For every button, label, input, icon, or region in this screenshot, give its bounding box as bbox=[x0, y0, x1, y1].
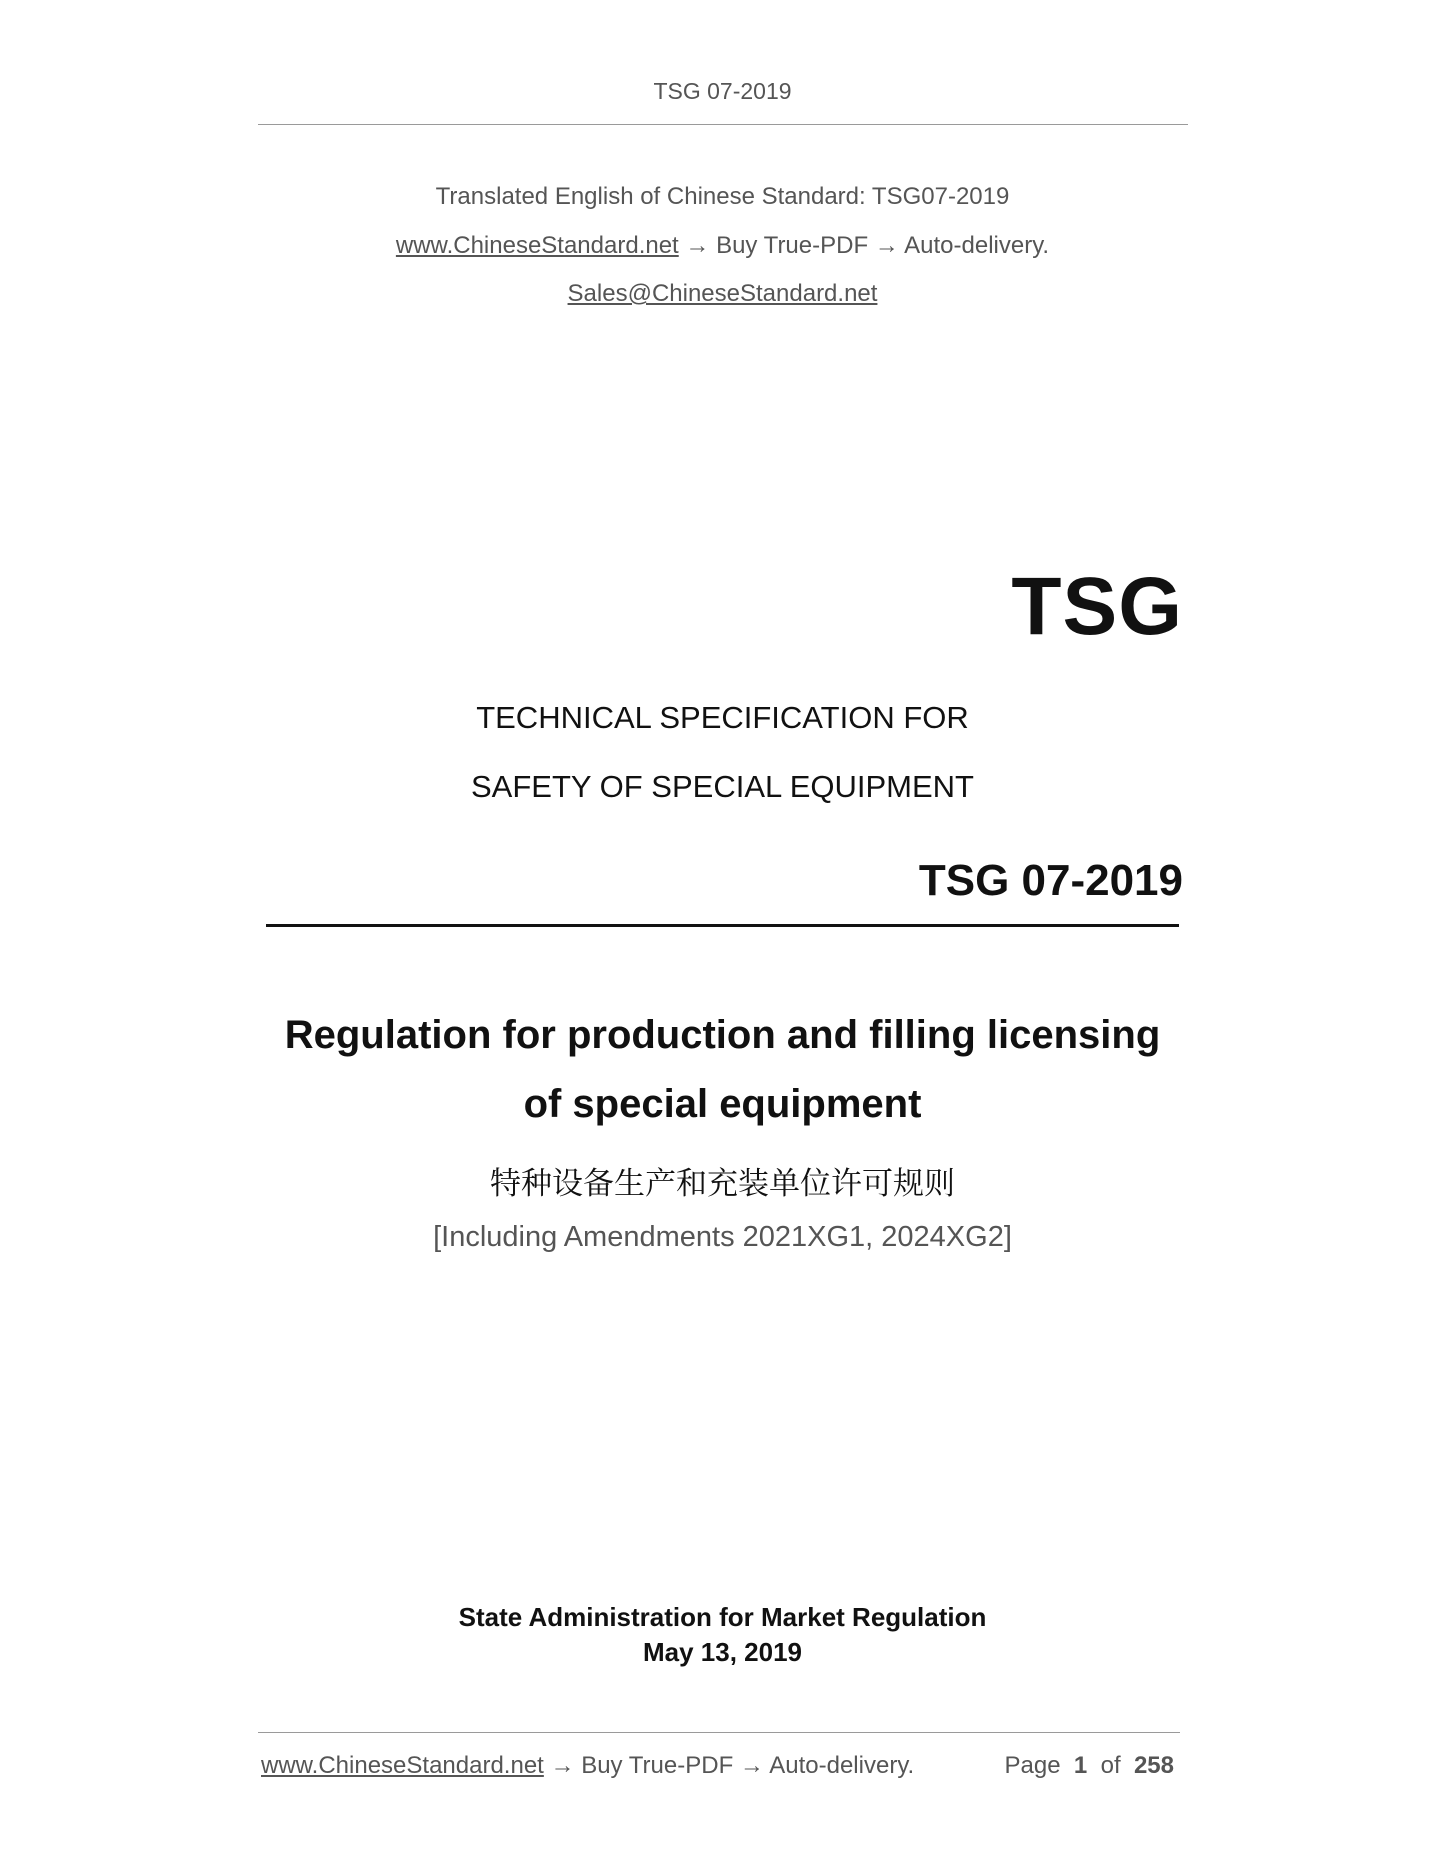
buy-true-pdf-text: Buy True-PDF bbox=[716, 232, 869, 259]
total-pages: 258 bbox=[1133, 1752, 1174, 1779]
footer-left bbox=[261, 1752, 914, 1780]
arrow-right-icon: → bbox=[739, 1752, 764, 1779]
standard-number: TSG 07-2019 bbox=[918, 856, 1183, 905]
email-link[interactable]: Sales@ChineseStandard.net bbox=[567, 280, 878, 307]
document-title-line-2: of special equipment bbox=[523, 1082, 922, 1126]
brand-mark: TSG bbox=[1011, 561, 1183, 652]
document-title-line-1: Regulation for production and filling licensing bbox=[284, 1013, 1161, 1057]
issuer-name: State Administration for Market Regulation bbox=[458, 1602, 987, 1632]
header-doc-code: TSG 07-2019 bbox=[653, 78, 792, 104]
footer-divider bbox=[258, 1732, 1180, 1733]
spec-heading-line-1: TECHNICAL SPECIFICATION FOR bbox=[476, 700, 969, 735]
footer-buy-text: Buy True-PDF bbox=[581, 1752, 734, 1779]
auto-delivery-text: Auto-delivery. bbox=[904, 232, 1050, 259]
footer-delivery-text: Auto-delivery. bbox=[769, 1752, 915, 1779]
issue-date: May 13, 2019 bbox=[642, 1637, 802, 1667]
site-link[interactable]: www.ChineseStandard.net bbox=[395, 232, 679, 259]
of-label: of bbox=[1100, 1752, 1121, 1779]
header-divider bbox=[258, 124, 1188, 125]
footer-site-link[interactable]: www.ChineseStandard.net bbox=[261, 1752, 544, 1779]
running-header bbox=[0, 78, 1445, 105]
spec-heading-line-2: SAFETY OF SPECIAL EQUIPMENT bbox=[471, 769, 974, 804]
intro-line-3 bbox=[0, 280, 1445, 308]
arrow-right-icon: → bbox=[550, 1752, 575, 1779]
intro-line-1: Translated English of Chinese Standard: TSG07-2019 bbox=[435, 183, 1010, 210]
document-title-chinese: 特种设备生产和充装单位许可规则 bbox=[490, 1166, 955, 1202]
page-label: Page bbox=[1004, 1752, 1061, 1779]
title-rule bbox=[266, 924, 1179, 927]
page-number: 1 bbox=[1073, 1752, 1088, 1779]
amendments-note: [Including Amendments 2021XG1, 2024XG2] bbox=[433, 1221, 1012, 1253]
page-indicator bbox=[1004, 1752, 1174, 1780]
intro-line-2 bbox=[0, 232, 1445, 260]
arrow-right-icon: → bbox=[685, 232, 710, 259]
arrow-right-icon: → bbox=[874, 232, 899, 259]
